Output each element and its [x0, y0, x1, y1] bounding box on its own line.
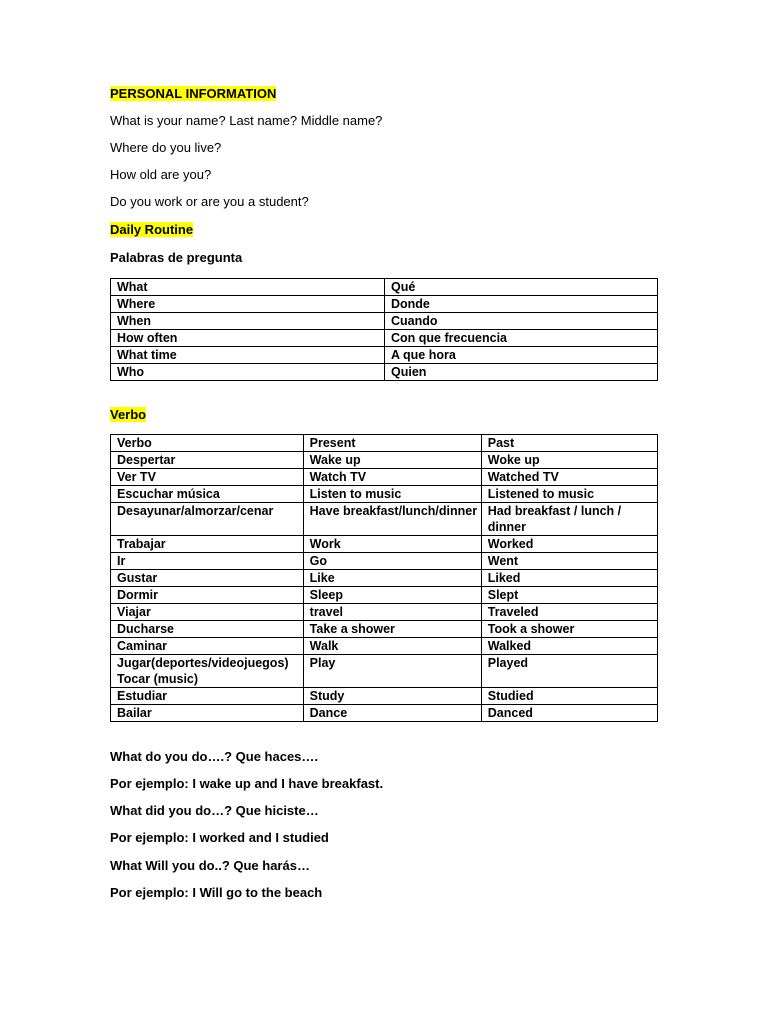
table-cell: Went	[481, 553, 657, 570]
table-cell: Woke up	[481, 452, 657, 469]
table-cell: Played	[481, 655, 657, 688]
table-cell: Desayunar/almorzar/cenar	[111, 503, 304, 536]
table-cell: Gustar	[111, 570, 304, 587]
table-cell: Escuchar música	[111, 486, 304, 503]
palabras-title: Palabras de pregunta	[110, 250, 243, 265]
table-cell: Watched TV	[481, 469, 657, 486]
question-words-table	[110, 278, 658, 381]
question-line: How old are you?	[110, 167, 212, 182]
table-cell: Go	[303, 553, 481, 570]
table-cell: Liked	[481, 570, 657, 587]
table-cell: Caminar	[111, 638, 304, 655]
table-cell: Took a shower	[481, 621, 657, 638]
table-row	[111, 486, 658, 503]
table-cell: Walk	[303, 638, 481, 655]
example-line: Por ejemplo: I worked and I studied	[110, 830, 329, 845]
table-cell: Play	[303, 655, 481, 688]
table-row	[111, 452, 658, 469]
table-cell: Sleep	[303, 587, 481, 604]
table-row	[111, 313, 658, 330]
example-line: What Will you do..? Que harás…	[110, 858, 310, 873]
table-cell: Donde	[385, 296, 658, 313]
table-row	[111, 553, 658, 570]
table-cell: Dance	[303, 705, 481, 722]
table-cell: What	[111, 279, 385, 296]
table-cell: What time	[111, 347, 385, 364]
table-row	[111, 279, 658, 296]
table-cell: Where	[111, 296, 385, 313]
table-row	[111, 638, 658, 655]
question-line: Where do you live?	[110, 140, 222, 155]
table-cell: Wake up	[303, 452, 481, 469]
table-cell: Walked	[481, 638, 657, 655]
heading-verbo: Verbo	[110, 407, 147, 422]
table-cell: A que hora	[385, 347, 658, 364]
table-cell: Bailar	[111, 705, 304, 722]
table-cell: Slept	[481, 587, 657, 604]
table-row	[111, 330, 658, 347]
table-cell: Watch TV	[303, 469, 481, 486]
table-cell: Have breakfast/lunch/dinner	[303, 503, 481, 536]
table-cell: Ver TV	[111, 469, 304, 486]
table-row	[111, 688, 658, 705]
table-cell: Take a shower	[303, 621, 481, 638]
example-line: What did you do…? Que hiciste…	[110, 803, 319, 818]
example-line: Por ejemplo: I Will go to the beach	[110, 885, 323, 900]
table-cell: Who	[111, 364, 385, 381]
table-cell: Traveled	[481, 604, 657, 621]
table-cell: Worked	[481, 536, 657, 553]
table-cell: Jugar(deportes/videojuegos) Tocar (music)	[111, 655, 304, 688]
table-cell: travel	[303, 604, 481, 621]
table-row	[111, 364, 658, 381]
heading-daily-routine: Daily Routine	[110, 222, 194, 237]
table-row	[111, 296, 658, 313]
table-row	[111, 503, 658, 536]
table-row	[111, 347, 658, 364]
table-cell: Trabajar	[111, 536, 304, 553]
table-header-cell: Present	[303, 435, 481, 452]
table-cell: Study	[303, 688, 481, 705]
table-row	[111, 587, 658, 604]
table-cell: Work	[303, 536, 481, 553]
table-row	[111, 536, 658, 553]
table-cell: Con que frecuencia	[385, 330, 658, 347]
table-cell: When	[111, 313, 385, 330]
table-cell: Ducharse	[111, 621, 304, 638]
table-row	[111, 570, 658, 587]
heading-personal-information: PERSONAL INFORMATION	[110, 86, 277, 101]
table-row	[111, 705, 658, 722]
table-cell: Cuando	[385, 313, 658, 330]
table-row	[111, 621, 658, 638]
table-cell: Estudiar	[111, 688, 304, 705]
example-line: What do you do….? Que haces….	[110, 749, 319, 764]
table-cell: Studied	[481, 688, 657, 705]
table-cell: Viajar	[111, 604, 304, 621]
table-cell: Qué	[385, 279, 658, 296]
table-header-cell: Verbo	[111, 435, 304, 452]
table-cell: Dormir	[111, 587, 304, 604]
question-line: Do you work or are you a student?	[110, 194, 309, 209]
table-row	[111, 604, 658, 621]
question-line: What is your name? Last name? Middle name?	[110, 113, 383, 128]
table-row	[111, 655, 658, 688]
table-header-cell: Past	[481, 435, 657, 452]
example-line: Por ejemplo: I wake up and I have breakfast.	[110, 776, 384, 791]
table-cell: Ir	[111, 553, 304, 570]
table-cell: Had breakfast / lunch / dinner	[481, 503, 657, 536]
table-cell: Listened to music	[481, 486, 657, 503]
table-header-row	[111, 435, 658, 452]
table-cell: Listen to music	[303, 486, 481, 503]
table-cell: How often	[111, 330, 385, 347]
table-cell: Despertar	[111, 452, 304, 469]
table-cell: Quien	[385, 364, 658, 381]
verbs-table	[110, 434, 658, 722]
table-cell: Danced	[481, 705, 657, 722]
table-cell: Like	[303, 570, 481, 587]
table-row	[111, 469, 658, 486]
